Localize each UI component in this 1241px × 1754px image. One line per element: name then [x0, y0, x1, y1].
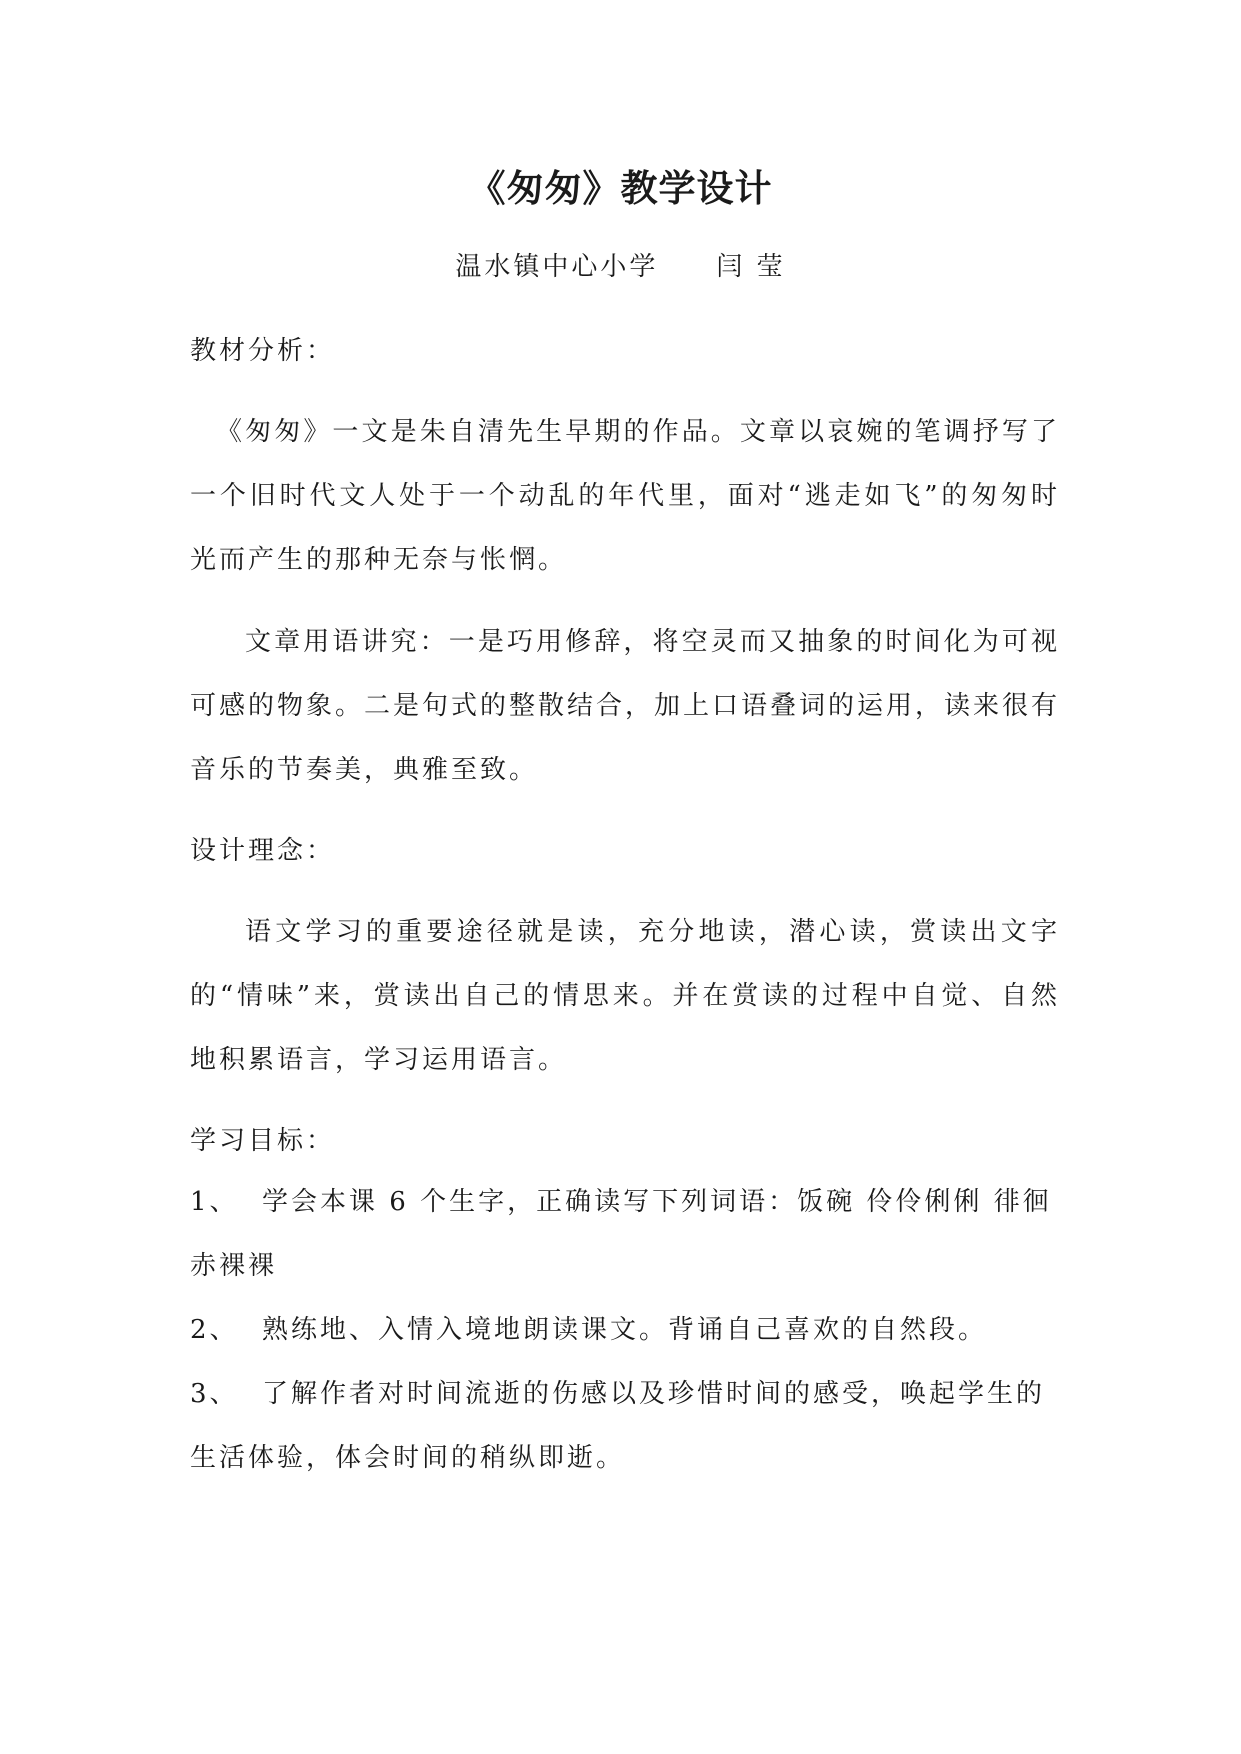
goal-item [190, 1362, 1060, 1490]
author-name: 闫 莹 [716, 252, 786, 282]
document-body [190, 322, 1060, 1490]
goal-number: 2、 [190, 1315, 239, 1345]
goal-text: 熟练地、入情入境地朗读课文。背诵自己喜欢的自然段。 [262, 1315, 988, 1345]
goal-number: 1、 [190, 1187, 239, 1217]
concept-paragraph-1: 语文学习的重要途径就是读，充分地读，潜心读，赏读出文字的“情味”来，赏读出自己的情思来。并在赏读的过程中自觉、自然地积累语言，学习运用语言。 [190, 917, 1060, 1075]
material-paragraph-2: 文章用语讲究：一是巧用修辞，将空灵而又抽象的时间化为可视可感的物象。二是句式的整散结合，加上口语叠词的运用，读来很有音乐的节奏美，典雅至致。 [190, 627, 1061, 785]
material-paragraph-1: 《匆匆》一文是朱自清先生早期的作品。文章以哀婉的笔调抒写了一个旧时代文人处于一个动乱的年代里，面对“逃走如飞”的匆匆时光而产生的那种无奈与怅惘。 [190, 417, 1060, 575]
document-title: 《匆匆》教学设计 [468, 166, 773, 210]
section-heading-material: 教材分析： [190, 336, 336, 366]
goal-text: 学会本课 6 个生字，正确读写下列词语：饭碗 伶伶俐俐 徘徊 赤裸裸 [190, 1187, 1052, 1281]
goal-text: 了解作者对时间流逝的伤感以及珍惜时间的感受，唤起学生的生活体验，体会时间的稍纵即逝。 [190, 1379, 1046, 1473]
goal-item [190, 1170, 1060, 1298]
section-heading-concept: 设计理念： [190, 836, 336, 866]
author-line [0, 246, 1241, 283]
section-heading-goals: 学习目标： [190, 1126, 336, 1156]
author-school: 温水镇中心小学 [455, 252, 659, 282]
goal-number: 3、 [190, 1379, 239, 1409]
goal-item [190, 1298, 1060, 1362]
